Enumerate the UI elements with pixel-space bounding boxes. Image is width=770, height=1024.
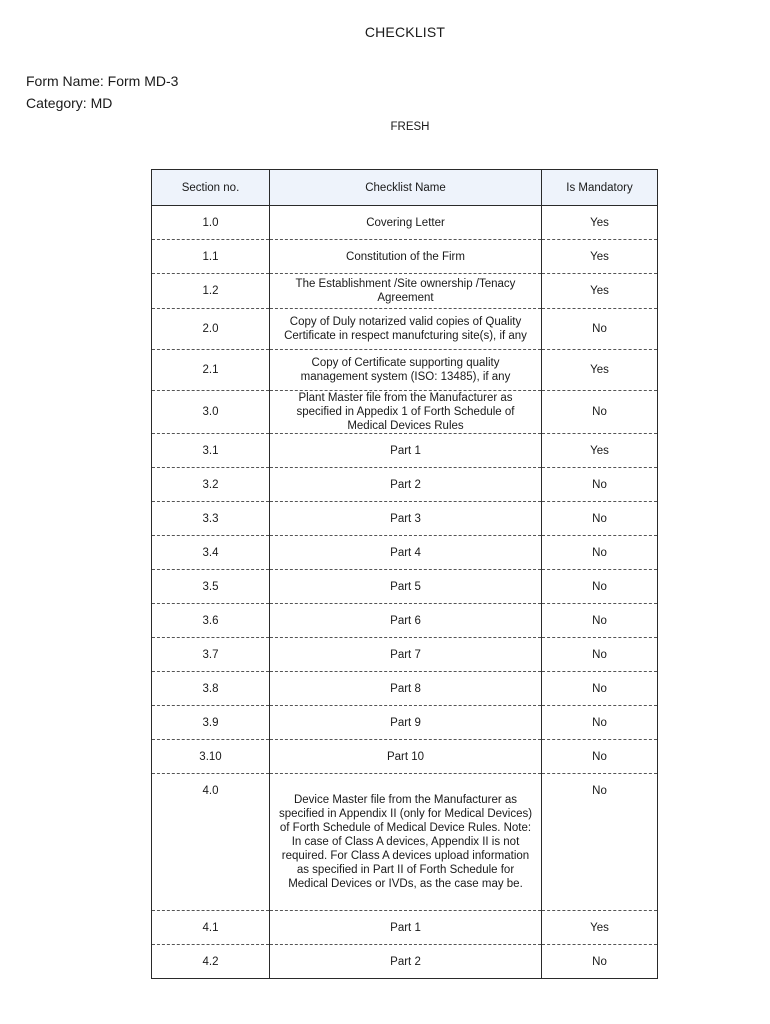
section-number: 1.0 (152, 206, 270, 240)
section-number: 3.2 (152, 468, 270, 502)
mandatory-value: Yes (542, 206, 658, 240)
section-number: 2.0 (152, 309, 270, 350)
checklist-name: Part 6 (270, 604, 542, 638)
table-header-row (152, 170, 658, 206)
section-number: 1.2 (152, 274, 270, 309)
table-row (152, 434, 658, 468)
table-row (152, 536, 658, 570)
checklist-name: The Establishment /Site ownership /Tenacy Agreement (270, 274, 542, 309)
mandatory-value: Yes (542, 350, 658, 391)
section-number: 3.10 (152, 740, 270, 774)
table-row (152, 672, 658, 706)
checklist-name: Part 9 (270, 706, 542, 740)
table-row (152, 740, 658, 774)
column-header-is-mandatory: Is Mandatory (542, 170, 658, 206)
table-row (152, 706, 658, 740)
checklist-name: Covering Letter (270, 206, 542, 240)
checklist-name: Part 10 (270, 740, 542, 774)
category: Category: MD (26, 95, 113, 111)
checklist-name: Part 3 (270, 502, 542, 536)
table-row (152, 945, 658, 979)
checklist-name: Part 7 (270, 638, 542, 672)
mandatory-value: No (542, 945, 658, 979)
mandatory-value: No (542, 604, 658, 638)
checklist-name: Part 2 (270, 945, 542, 979)
section-number: 3.6 (152, 604, 270, 638)
section-number: 2.1 (152, 350, 270, 391)
checklist-name: Part 4 (270, 536, 542, 570)
table-row (152, 911, 658, 945)
table-row (152, 502, 658, 536)
section-number: 1.1 (152, 240, 270, 274)
table-row (152, 274, 658, 309)
table-row (152, 240, 658, 274)
column-header-checklist-name: Checklist Name (270, 170, 542, 206)
mandatory-value: No (542, 570, 658, 604)
checklist-name: Part 5 (270, 570, 542, 604)
section-number: 3.4 (152, 536, 270, 570)
checklist-table (151, 169, 658, 979)
section-number: 3.3 (152, 502, 270, 536)
mandatory-value: No (542, 309, 658, 350)
section-number: 3.0 (152, 391, 270, 434)
mandatory-value: Yes (542, 911, 658, 945)
checklist-name: Part 2 (270, 468, 542, 502)
application-type: FRESH (390, 121, 430, 133)
section-number: 3.7 (152, 638, 270, 672)
table-row (152, 774, 658, 911)
mandatory-value: No (542, 740, 658, 774)
mandatory-value: Yes (542, 274, 658, 309)
table-row (152, 638, 658, 672)
table-row (152, 350, 658, 391)
mandatory-value: Yes (542, 434, 658, 468)
checklist-name: Part 8 (270, 672, 542, 706)
table-row (152, 570, 658, 604)
table-row (152, 309, 658, 350)
section-number: 4.0 (152, 774, 270, 911)
table-row (152, 206, 658, 240)
checklist-name: Part 1 (270, 911, 542, 945)
section-number: 3.5 (152, 570, 270, 604)
form-name: Form Name: Form MD-3 (26, 73, 179, 89)
mandatory-value: No (542, 706, 658, 740)
page-title: CHECKLIST (364, 24, 446, 40)
checklist-name: Plant Master file from the Manufacturer as specified in Appedix 1 of Forth Schedule of Medical Devices Rules (270, 391, 542, 434)
checklist-name: Part 1 (270, 434, 542, 468)
column-header-section: Section no. (152, 170, 270, 206)
section-number: 3.1 (152, 434, 270, 468)
checklist-name: Copy of Certificate supporting quality management system (ISO: 13485), if any (270, 350, 542, 391)
section-number: 4.2 (152, 945, 270, 979)
table-row (152, 604, 658, 638)
checklist-name: Copy of Duly notarized valid copies of Quality Certificate in respect manufcturing site(s), if any (270, 309, 542, 350)
mandatory-value: Yes (542, 240, 658, 274)
mandatory-value: No (542, 391, 658, 434)
mandatory-value: No (542, 536, 658, 570)
mandatory-value: No (542, 638, 658, 672)
checklist-name: Constitution of the Firm (270, 240, 542, 274)
table-row (152, 468, 658, 502)
section-number: 4.1 (152, 911, 270, 945)
table-row (152, 391, 658, 434)
mandatory-value: No (542, 672, 658, 706)
mandatory-value: No (542, 468, 658, 502)
checklist-name: Device Master file from the Manufacturer as specified in Appendix II (only for Medical Devices) of Forth Schedule of Medical Device Rules. Note: In case of Class A devices, Appendix II is not required. For Class A devices upload information as specified in Part II of Forth Schedule for Medical Devices or IVDs, as the case may be. (270, 774, 542, 911)
section-number: 3.8 (152, 672, 270, 706)
mandatory-value: No (542, 774, 658, 911)
section-number: 3.9 (152, 706, 270, 740)
mandatory-value: No (542, 502, 658, 536)
